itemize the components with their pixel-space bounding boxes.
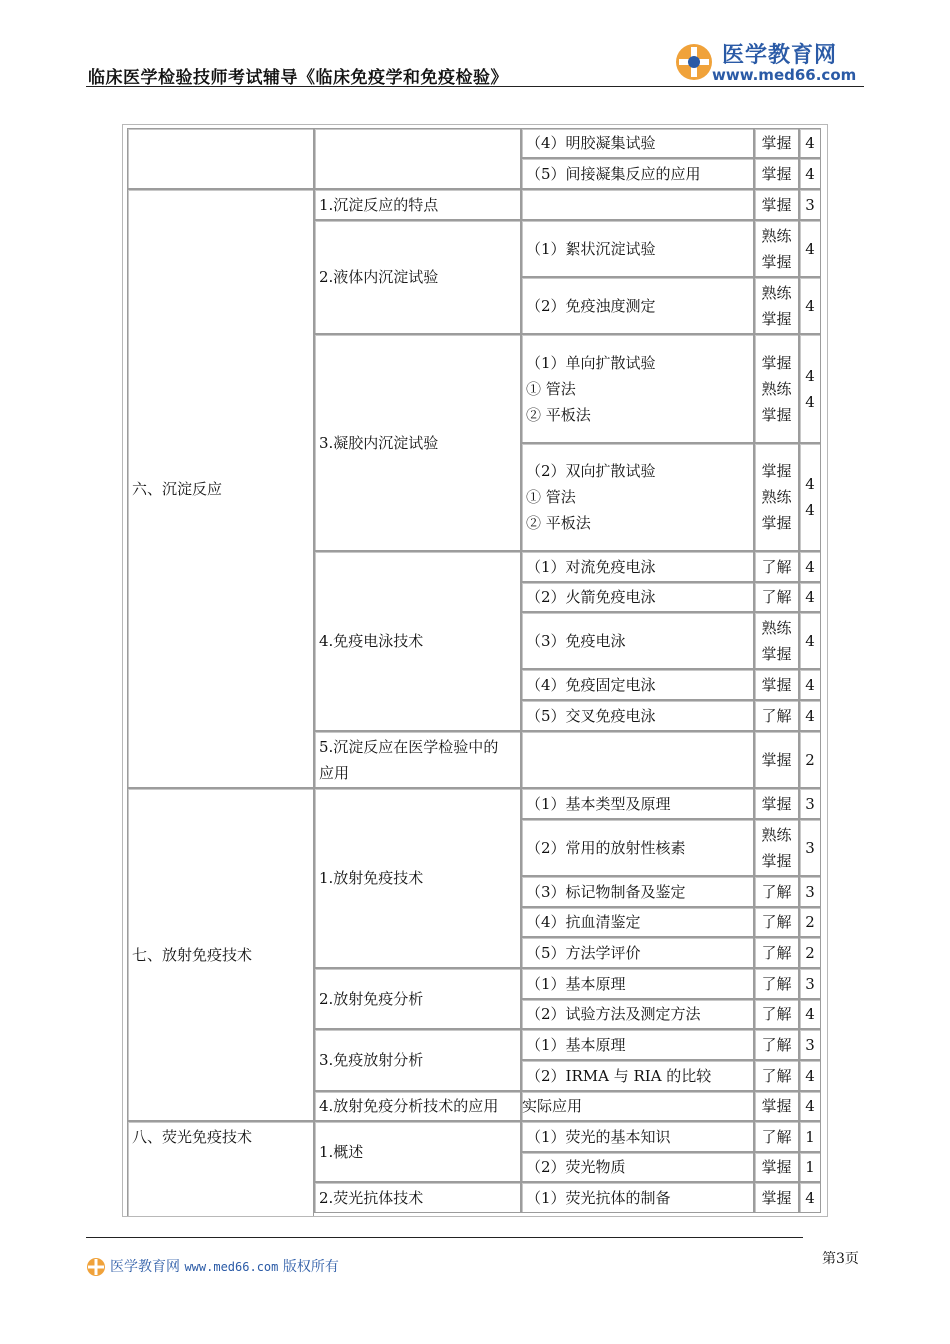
topic-cell: 4.免疫电泳技术 [314, 551, 521, 731]
table-cell-level: 了解 [754, 582, 799, 612]
table-cell-count: 4 [799, 612, 821, 669]
footer-divider [86, 1237, 803, 1238]
logo-url: www.med66.com [712, 66, 857, 84]
section-title: 七、放射免疫技术 [127, 788, 314, 1121]
table-cell-level: 掌握 熟练 掌握 [754, 443, 799, 551]
table-cell-level: 掌握 [754, 669, 799, 700]
section-title: 八、荧光免疫技术 [127, 1121, 314, 1217]
table-cell-item: （2）荧光物质 [521, 1152, 754, 1182]
table-cell-level: 掌握 [754, 158, 799, 189]
table-cell-level: 掌握 熟练 掌握 [754, 334, 799, 443]
table-cell-level: 掌握 [754, 788, 799, 819]
table-cell-count: 2 [799, 731, 821, 788]
table-cell-count: 2 [799, 907, 821, 937]
table-cell-item: （5）方法学评价 [521, 937, 754, 968]
table-cell-count: 4 [799, 1060, 821, 1091]
table-cell-count: 3 [799, 876, 821, 907]
table-cell-level: 了解 [754, 876, 799, 907]
table-cell-item: （4）抗血清鉴定 [521, 907, 754, 937]
table-cell-level: 熟练 掌握 [754, 612, 799, 669]
topic-cell: 2.液体内沉淀试验 [314, 220, 521, 334]
table-cell-count: 4 [799, 700, 821, 731]
table-cell-item: （3）标记物制备及鉴定 [521, 876, 754, 907]
topic-cell: 2.放射免疫分析 [314, 968, 521, 1029]
topic-cell: 1.放射免疫技术 [314, 788, 521, 968]
table-cell-level: 熟练 掌握 [754, 277, 799, 334]
table-cell-item: （5）间接凝集反应的应用 [521, 158, 754, 189]
table-cell-level: 了解 [754, 700, 799, 731]
table-cell-item: （4）免疫固定电泳 [521, 669, 754, 700]
table-cell-count: 4 4 [799, 443, 821, 551]
table-cell-level: 了解 [754, 1060, 799, 1091]
syllabus-table [122, 124, 828, 1217]
table-cell-count: 3 [799, 968, 821, 999]
table-cell-item: （1）基本类型及原理 [521, 788, 754, 819]
table-cell-count: 3 [799, 189, 821, 220]
logo-emblem-icon [674, 42, 714, 82]
table-cell-count: 4 [799, 669, 821, 700]
table-cell-count: 1 [799, 1121, 821, 1152]
site-logo[interactable] [672, 36, 862, 86]
table-cell-item: （2）试验方法及测定方法 [521, 999, 754, 1029]
topic-cell: 1.沉淀反应的特点 [314, 189, 521, 220]
table-cell-item: （2）IRMA 与 RIA 的比较 [521, 1060, 754, 1091]
footer-brand: 医学教育网 [110, 1259, 180, 1275]
table-cell-level: 了解 [754, 1121, 799, 1152]
table-cell-level: 掌握 [754, 731, 799, 788]
table-cell-level: 了解 [754, 1029, 799, 1060]
table-cell-count: 3 [799, 819, 821, 876]
table-cell-item: （5）交叉免疫电泳 [521, 700, 754, 731]
footer-logo-icon [86, 1257, 106, 1277]
table-cell-count: 4 [799, 1182, 821, 1213]
table-cell-item: （4）明胶凝集试验 [521, 128, 754, 158]
table-cell-level: 熟练 掌握 [754, 819, 799, 876]
table-cell-count: 4 [799, 551, 821, 582]
table-cell-item: （3）免疫电泳 [521, 612, 754, 669]
table-cell-level: 掌握 [754, 189, 799, 220]
table-cell-count: 2 [799, 937, 821, 968]
table-cell-item: （1）荧光抗体的制备 [521, 1182, 754, 1213]
table-cell-count: 4 [799, 999, 821, 1029]
topic-cell: 3.免疫放射分析 [314, 1029, 521, 1091]
table-cell-count: 3 [799, 788, 821, 819]
table-cell-count: 4 [799, 158, 821, 189]
table-cell-item [521, 189, 754, 220]
table-cell-level: 了解 [754, 999, 799, 1029]
table-cell-item: （1）基本原理 [521, 1029, 754, 1060]
page-number: 第3页 [822, 1251, 859, 1267]
table-cell-item: （2）火箭免疫电泳 [521, 582, 754, 612]
table-cell-count: 4 [799, 582, 821, 612]
table-cell-chapter [127, 128, 314, 189]
topic-cell: 2.荧光抗体技术 [314, 1182, 521, 1213]
topic-cell: 3.凝胶内沉淀试验 [314, 334, 521, 551]
section-title: 六、沉淀反应 [127, 189, 314, 788]
table-cell-count: 4 [799, 220, 821, 277]
table-cell-level: 熟练 掌握 [754, 220, 799, 277]
table-cell-item: （2）常用的放射性核素 [521, 819, 754, 876]
footer-rights: 版权所有 [282, 1259, 339, 1275]
table-cell-item: （1）对流免疫电泳 [521, 551, 754, 582]
table-cell-level: 掌握 [754, 1091, 799, 1121]
logo-name: 医学教育网 [722, 43, 838, 68]
table-cell-level: 了解 [754, 968, 799, 999]
table-cell-item [521, 731, 754, 788]
footer-copyright [110, 1256, 339, 1276]
table-cell-level: 了解 [754, 907, 799, 937]
topic-cell: 4.放射免疫分析技术的应用 [314, 1091, 521, 1121]
document-title: 临床医学检验技师考试辅导《临床免疫学和免疫检验》 [88, 68, 508, 88]
table-cell-item: （1）絮状沉淀试验 [521, 220, 754, 277]
table-cell-count: 4 4 [799, 334, 821, 443]
table-cell-count: 1 [799, 1152, 821, 1182]
table-cell-count: 4 [799, 1091, 821, 1121]
topic-cell: 1.概述 [314, 1121, 521, 1182]
table-cell-item: （2）双向扩散试验 ① 管法 ② 平板法 [521, 443, 754, 551]
table-cell-item: （2）免疫浊度测定 [521, 277, 754, 334]
table-cell-count: 3 [799, 1029, 821, 1060]
footer-url[interactable]: www.med66.com [184, 1260, 279, 1274]
header-divider [86, 86, 864, 87]
table-cell-level: 了解 [754, 551, 799, 582]
table-cell-level: 掌握 [754, 1152, 799, 1182]
table-cell-item: （1）单向扩散试验 ① 管法 ② 平板法 [521, 334, 754, 443]
table-cell-level: 了解 [754, 937, 799, 968]
table-cell-level: 掌握 [754, 128, 799, 158]
table-cell-item: （1）荧光的基本知识 [521, 1121, 754, 1152]
topic-cell: 5.沉淀反应在医学检验中的 应用 [314, 731, 521, 788]
table-cell-level: 掌握 [754, 1182, 799, 1213]
table-cell-item: （1）基本原理 [521, 968, 754, 999]
table-cell-item: 实际应用 [521, 1091, 754, 1121]
table-cell-count: 4 [799, 128, 821, 158]
table-cell-count: 4 [799, 277, 821, 334]
table-cell-topic [314, 128, 521, 189]
